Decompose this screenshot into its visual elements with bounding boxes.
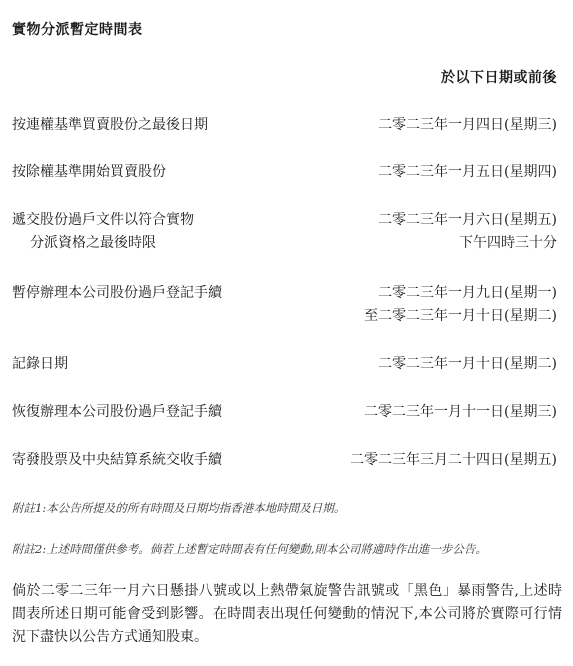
row-label-resume-registration: 恢復辦理本公司股份過戶登記手續 (12, 404, 222, 420)
row-label-transfer-deadline-line2: 分派資格之最後時限 (30, 235, 156, 251)
row-value-record-date: 二零二三年一月十日(星期二) (378, 356, 557, 372)
row-value-transfer-deadline-time: 下午四時三十分 (459, 235, 557, 251)
row-label-transfer-deadline: 遞交股份過戶文件以符合實物 (12, 212, 194, 228)
footer-paragraph: 倘於二零二三年一月六日懸掛八號或以上熱帶氣旋警告訊號或「黑色」暴雨警告,上述時間表所述日期可能會受到影響。在時間表出現任何變動的情況下,本公司將於實際可行情況下盡快以公告方式通知股東。 (12, 583, 562, 645)
row-label-last-cum-date: 按連權基準買賣股份之最後日期 (12, 117, 208, 133)
row-value-resume-registration: 二零二三年一月十一日(星期三) (364, 404, 557, 420)
row-value-ex-date: 二零二三年一月五日(星期四) (378, 164, 557, 180)
row-label-ex-date: 按除權基準開始買賣股份 (12, 164, 166, 180)
note-2: 附註2:上述時間僅供參考。倘若上述暫定時間表有任何變動,則本公司將適時作出進一步公告。 (12, 542, 487, 556)
page-title: 實物分派暫定時間表 (12, 22, 143, 38)
row-label-dispatch-certificates: 寄發股票及中央結算系統交收手續 (12, 452, 222, 468)
row-value-book-closure-start: 二零二三年一月九日(星期一) (378, 285, 557, 301)
row-value-last-cum-date: 二零二三年一月四日(星期三) (378, 117, 557, 133)
row-value-dispatch-certificates: 二零二三年三月二十四日(星期五) (350, 452, 557, 468)
note-1: 附註1:本公告所提及的所有時間及日期均指香港本地時間及日期。 (12, 501, 346, 515)
row-value-book-closure-end: 至二零二三年一月十日(星期二) (364, 308, 557, 324)
row-label-book-closure: 暫停辦理本公司股份過戶登記手續 (12, 285, 222, 301)
column-header: 於以下日期或前後 (441, 70, 557, 86)
row-value-transfer-deadline: 二零二三年一月六日(星期五) (378, 212, 557, 228)
row-label-record-date: 記錄日期 (12, 356, 68, 372)
